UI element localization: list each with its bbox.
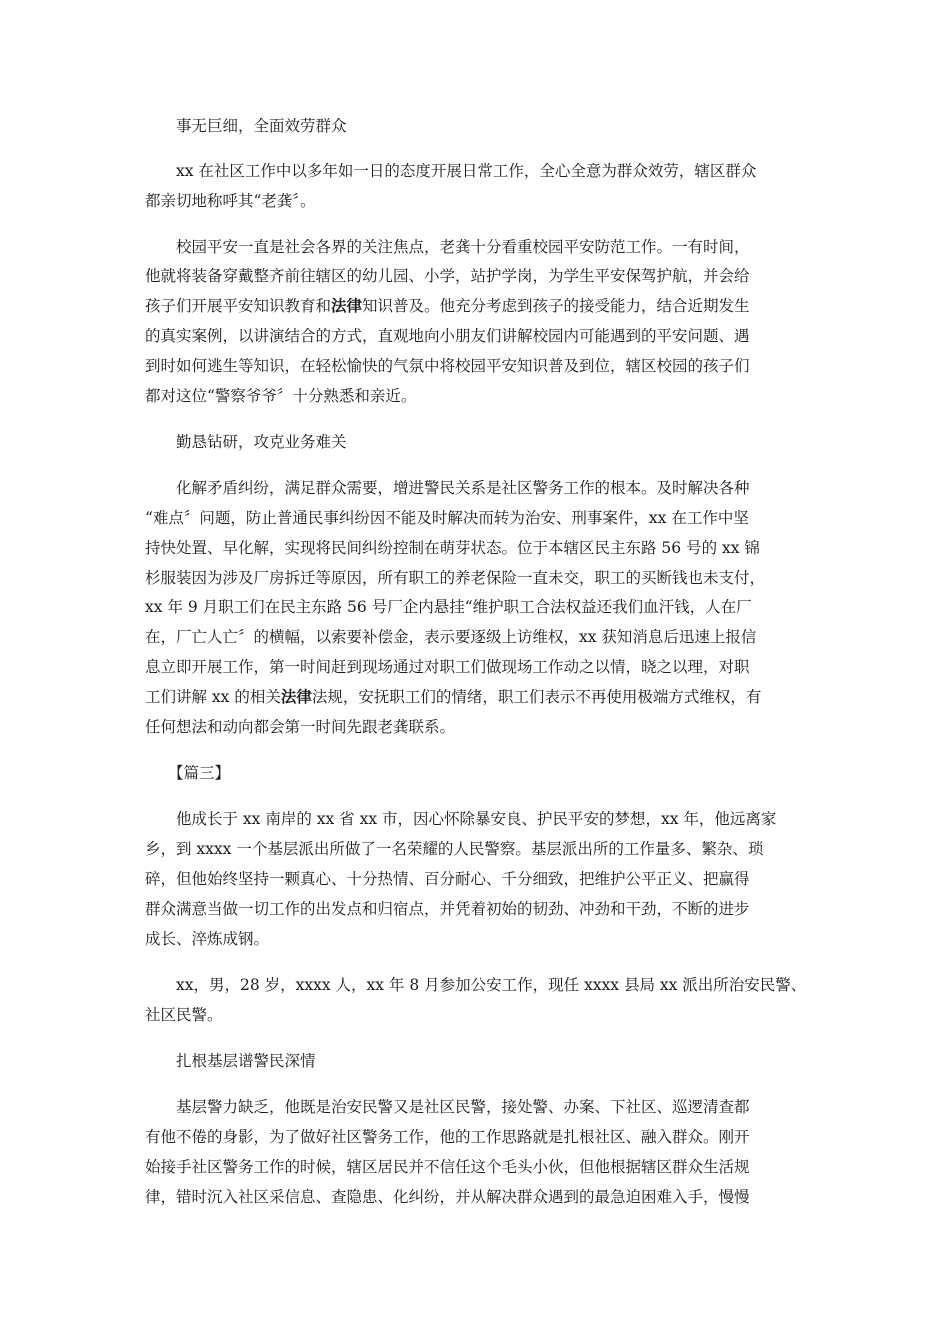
bold-keyword: 法律 bbox=[331, 296, 363, 315]
paragraph-line: 始接手社区警务工作的时候，辖区居民并不信任这个毛头小伙，但他根据辖区群众生活规 bbox=[145, 1158, 750, 1176]
text-run: 工们讲解 xx 的相关 bbox=[145, 688, 281, 706]
paragraph-line: xx 在社区工作中以多年如一日的态度开展日常工作，全心全意为群众效劳，辖区群众 bbox=[176, 162, 757, 180]
paragraph-line: 在，厂亡人亡〞的横幅，以索要补偿金，表示要逐级上访维权，xx 获知消息后迅速上报信 bbox=[145, 628, 757, 646]
paragraph-line: 化解矛盾纠纷，满足群众需要，增进警民关系是社区警务工作的根本。及时解决各种 bbox=[176, 479, 750, 497]
paragraph-line: 社区民警。 bbox=[145, 1006, 223, 1024]
section-heading: 事无巨细，全面效劳群众 bbox=[176, 117, 347, 135]
paragraph-line: 任何想法和动向都会第一时间先跟老龚联系。 bbox=[145, 718, 456, 736]
paragraph-line: 群众满意当做一切工作的出发点和归宿点，并凭着初始的韧劲、冲劲和干劲，不断的进步 bbox=[145, 900, 750, 918]
paragraph-line: “难点〞问题，防止普通民事纠纷因不能及时解决而转为治安、刑事案件，xx 在工作中坚 bbox=[145, 509, 749, 527]
paragraph-line: 他成长于 xx 南岸的 xx 省 xx 市，因心怀除暴安良、护民平安的梦想，xx 年，他远离家 bbox=[176, 810, 777, 828]
paragraph-line: 碎，但他始终坚持一颗真心、十分热情、百分耐心、千分细致，把维护公平正义、把赢得 bbox=[145, 870, 750, 888]
paragraph-line: 都亲切地称呼其“老龚〞。 bbox=[145, 192, 316, 210]
section-heading: 勤恳钻研，攻克业务难关 bbox=[176, 433, 347, 451]
paragraph-line bbox=[145, 687, 761, 707]
paragraph-line: 有他不倦的身影，为了做好社区警务工作，他的工作思路就是扎根社区、融入群众。刚开 bbox=[145, 1128, 750, 1146]
paragraph-line: 基层警力缺乏，他既是治安民警又是社区民警，接处警、办案、下社区、巡逻清查都 bbox=[176, 1098, 750, 1116]
section-heading: 扎根基层谱警民深情 bbox=[176, 1052, 316, 1070]
paragraph-line: 持快处置、早化解，实现将民间纠纷控制在萌芽状态。位于本辖区民主东路 56 号的 xx 锦 bbox=[145, 539, 760, 557]
paragraph-line: 校园平安一直是社会各界的关注焦点，老龚十分看重校园平安防范工作。一有时间， bbox=[176, 238, 750, 256]
text-run: 知识普及。他充分考虑到孩子的接受能力，结合近期发生 bbox=[362, 297, 750, 315]
paragraph-line: 乡，到 xxxx 一个基层派出所做了一名荣耀的人民警察。基层派出所的工作量多、繁杂、琐 bbox=[145, 840, 764, 858]
text-run: 法规，安抚职工们的情绪，职工们表示不再使用极端方式维权，有 bbox=[311, 688, 762, 706]
paragraph-line: xx 年 9 月职工们在民主东路 56 号厂企内悬挂“维护职工合法权益还我们血汗钱，人在厂 bbox=[145, 598, 752, 616]
paragraph-line bbox=[145, 296, 750, 316]
paragraph-line: 都对这位“警察爷爷〞十分熟悉和亲近。 bbox=[145, 387, 417, 405]
text-run: 孩子们开展平安知识教育和 bbox=[145, 297, 332, 315]
paragraph-line: 到时如何逃生等知识，在轻松愉快的气氛中将校园平安知识普及到位，辖区校园的孩子们 bbox=[145, 357, 750, 375]
paragraph-line: 成长、淬炼成钢。 bbox=[145, 930, 270, 948]
paragraph-line: xx，男，28 岁，xxxx 人，xx 年 8 月参加公安工作，现任 xxxx 县局 xx 派出所治安民警、 bbox=[176, 976, 807, 994]
paragraph-line: 的真实案例，以讲演结合的方式，直观地向小朋友们讲解校园内可能遇到的平安问题、遇 bbox=[145, 327, 750, 345]
paragraph-line: 息立即开展工作，第一时间赶到现场通过对职工们做现场工作动之以情，晓之以理，对职 bbox=[145, 658, 750, 676]
paragraph-line: 律，错时沉入社区采信息、查隐患、化纠纷，并从解决群众遇到的最急迫困难入手，慢慢 bbox=[145, 1188, 750, 1206]
chapter-title: 【篇三】 bbox=[168, 764, 231, 782]
bold-keyword: 法律 bbox=[280, 687, 312, 706]
paragraph-line: 他就将装备穿戴整齐前往辖区的幼儿园、小学，站护学岗，为学生平安保驾护航，并会给 bbox=[145, 267, 750, 285]
paragraph-line: 杉服装因为涉及厂房拆迁等原因，所有职工的养老保险一直未交，职工的买断钱也未支付， bbox=[145, 569, 766, 587]
